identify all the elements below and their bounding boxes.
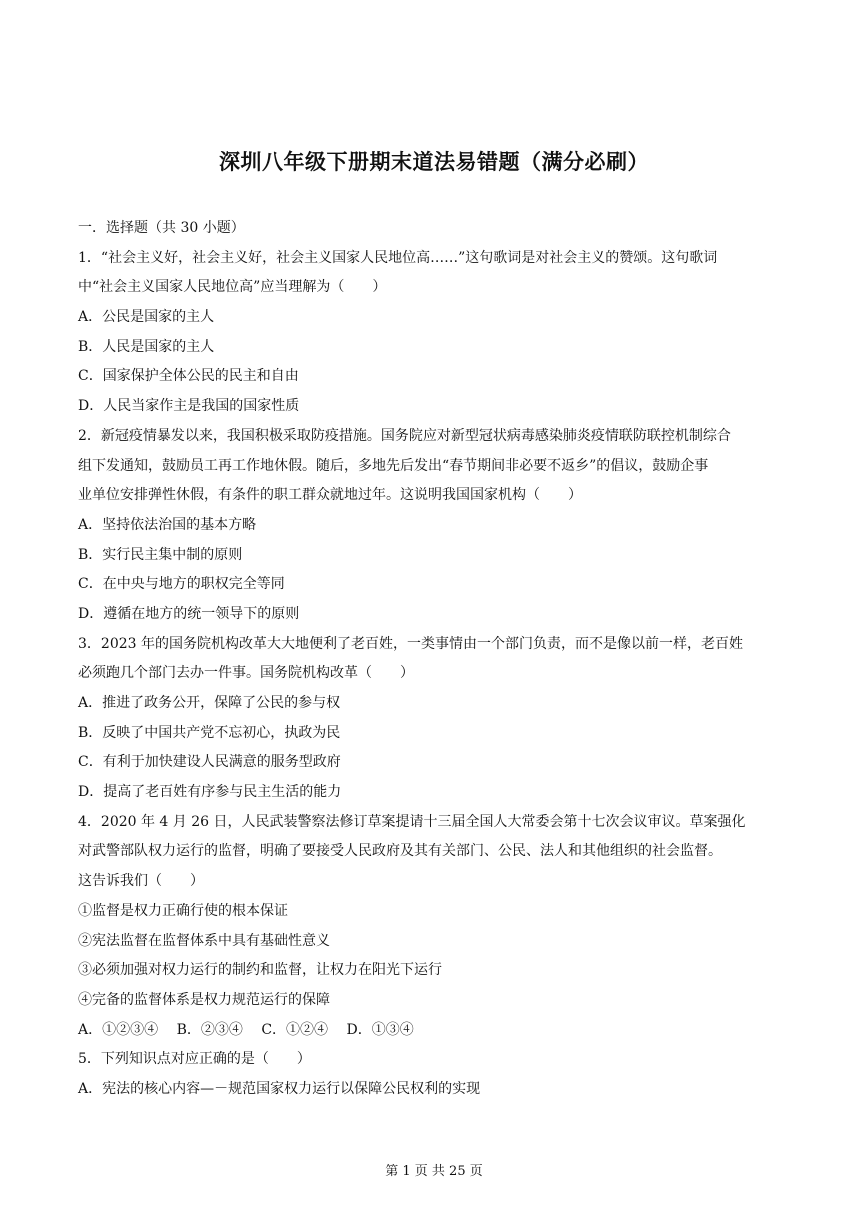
question-4-statement: ①监督是权力正确行使的根本保证 <box>78 902 288 919</box>
question-3-option-c: C．有利于加快建设人民满意的服务型政府 <box>78 754 341 771</box>
question-2-option-b: B．实行民主集中制的原则 <box>78 546 243 563</box>
question-2-stem: 组下发通知，鼓励员工再工作地休假。随后，多地先后发出“春节期间非必要不返乡”的倡议，鼓励企事 <box>78 457 709 474</box>
question-2-option-d: D．遵循在地方的统一领导下的原则 <box>78 605 300 622</box>
question-5-stem: 5．下列知识点对应正确的是（ ） <box>78 1051 311 1068</box>
question-1-option-c: C．国家保护全体公民的民主和自由 <box>78 368 299 385</box>
question-1-option-a: A．公民是国家的主人 <box>78 309 215 326</box>
question-1-stem: 1．“社会主义好，社会主义好，社会主义国家人民地位高……”这句歌词是对社会主义的赞颂。这句歌词 <box>78 249 718 266</box>
question-4-statement: ③必须加强对权力运行的制约和监督，让权力在阳光下运行 <box>78 962 442 979</box>
question-4-options <box>78 1016 792 1046</box>
question-3-option-b: B．反映了中国共产党不忘初心，执政为民 <box>78 724 341 741</box>
question-4-stem: 这告诉我们（ ） <box>78 873 204 890</box>
question-2-option-a: A．坚持依法治国的基本方略 <box>78 516 257 533</box>
question-3-stem: 必须跑几个部门去办一件事。国务院机构改革（ ） <box>78 665 414 682</box>
question-3-stem: 3．2023 年的国务院机构改革大大地便利了老百姓，一类事情由一个部门负责，而不是像以前一样，老百姓 <box>78 635 743 652</box>
section-heading: 一．选择题（共 30 小题） <box>78 220 245 236</box>
question-1-option-b: B．人民是国家的主人 <box>78 338 215 355</box>
question-4-stem: 对武警部队权力运行的监督，明确了要接受人民政府及其有关部门、公民、法人和其他组织的社会监督。 <box>78 843 722 860</box>
question-4-option-b: B．②③④ <box>176 1021 243 1038</box>
question-1-stem: 中“社会主义国家人民地位高”应当理解为（ ） <box>78 279 387 296</box>
question-4-option-c: C．①②④ <box>261 1021 329 1038</box>
question-4-stem: 4．2020 年 4 月 26 日，人民武装警察法修订草案提请十三届全国人大常委会第十七次会议审议。草案强化 <box>78 813 746 830</box>
question-3-option-a: A．推进了政务公开，保障了公民的参与权 <box>78 695 341 711</box>
question-5-option-a: A．宪法的核心内容—－规范国家权力运行以保障公民权利的实现 <box>78 1080 481 1097</box>
page-footer: 第 1 页 共 25 页 <box>385 1164 483 1179</box>
question-4-option-d: D．①③④ <box>346 1021 414 1038</box>
question-4-option-a: A．①②③④ <box>78 1021 159 1038</box>
page-title: 深圳八年级下册期末道法易错题（满分必刷） <box>219 150 649 174</box>
question-2-stem: 2．新冠疫情暴发以来，我国积极采取防疫措施。国务院应对新型冠状病毒感染肺炎疫情联防联控机制综合 <box>78 427 731 444</box>
question-4-statement: ④完备的监督体系是权力规范运行的保障 <box>78 991 330 1008</box>
question-3-option-d: D．提高了老百姓有序参与民主生活的能力 <box>78 784 342 801</box>
question-2-option-c: C．在中央与地方的职权完全等同 <box>78 576 285 593</box>
question-1-option-d: D．人民当家作主是我国的国家性质 <box>78 398 300 415</box>
question-4-statement: ②宪法监督在监督体系中具有基础性意义 <box>78 932 330 949</box>
question-2-stem: 业单位安排弹性休假，有条件的职工群众就地过年。这说明我国国家机构（ ） <box>78 487 582 504</box>
question-list <box>78 214 792 1105</box>
